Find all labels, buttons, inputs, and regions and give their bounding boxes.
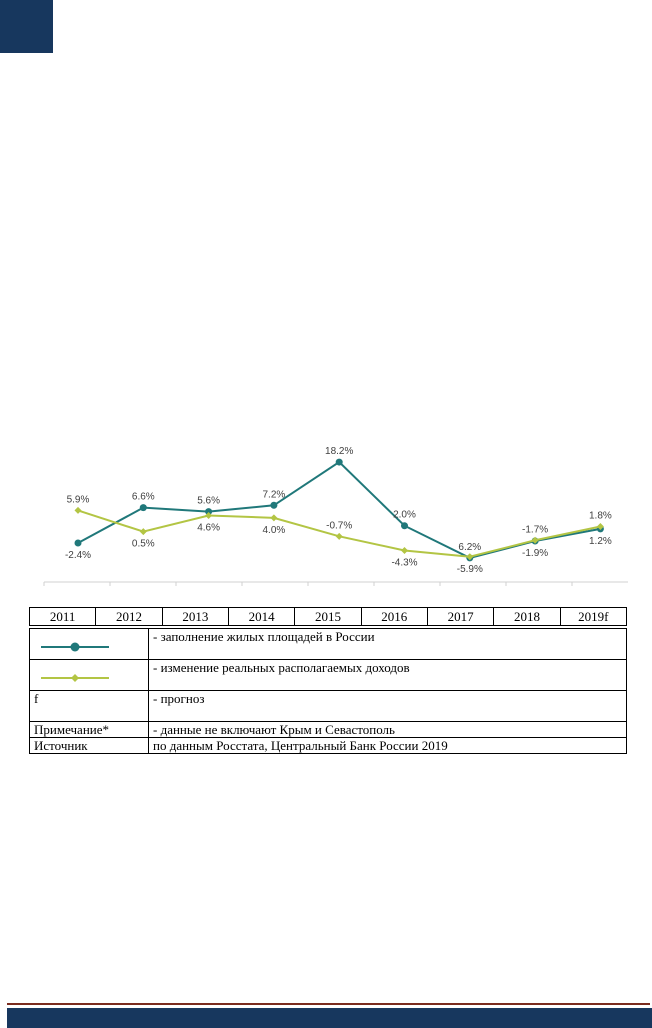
year-cell: 2011 [30, 608, 96, 626]
year-cell: 2015 [295, 608, 361, 626]
series-2-point [270, 514, 277, 521]
legend-table [29, 628, 627, 754]
series-1-data-label: 2.0% [393, 509, 416, 521]
legend-text: - прогноз [149, 691, 627, 722]
series-2-point [401, 547, 408, 554]
series-1-data-label: 18.2% [325, 446, 354, 458]
year-cell: 2013 [162, 608, 228, 626]
year-cell: 2017 [427, 608, 493, 626]
year-cell: 2016 [361, 608, 427, 626]
footer-bar [7, 1008, 652, 1028]
series-2-data-label: 0.5% [131, 538, 155, 550]
series-1-data-label: -1.9% [522, 548, 549, 560]
series-1-point [401, 522, 408, 529]
legend-text: - изменение реальных располагаемых доходов [149, 660, 627, 691]
legend-row-forecast [30, 691, 627, 722]
year-cell: 2019f [560, 608, 626, 626]
series-2-data-label: -5.9% [456, 563, 483, 575]
legend-swatch-cell [30, 629, 149, 660]
footer-rule [7, 1003, 650, 1005]
series-1-point [270, 502, 277, 509]
series-2-point [75, 507, 82, 514]
series-2-data-label: 1.8% [589, 510, 612, 522]
series-2-swatch [34, 660, 134, 688]
legend-row-note [30, 722, 627, 738]
series-2-point [140, 528, 147, 535]
series-1-swatch [34, 629, 134, 657]
legend-key: Примечание* [30, 722, 149, 738]
legend-key: Источник [30, 738, 149, 754]
series-1-data-label: 7.2% [262, 489, 286, 501]
series-1-point [336, 459, 343, 466]
year-cell: 2012 [96, 608, 162, 626]
legend-row-series-2 [30, 660, 627, 691]
series-2-data-label: 5.9% [66, 494, 90, 506]
series-1-point [75, 540, 82, 547]
series-2-data-label: -1.7% [522, 524, 549, 536]
legend-row-source [30, 738, 627, 754]
line-chart [0, 430, 652, 590]
series-2-data-label: -0.7% [326, 520, 353, 532]
series-2-data-label: 4.6% [197, 522, 220, 534]
series-1-point [140, 504, 147, 511]
year-row [30, 608, 627, 626]
series-2-data-label: 4.0% [262, 524, 286, 536]
header-corner-block [0, 0, 53, 53]
year-cell: 2018 [494, 608, 560, 626]
legend-text: - данные не включают Крым и Севастополь [149, 722, 627, 738]
year-cell: 2014 [228, 608, 294, 626]
series-1-data-label: 5.6% [197, 495, 220, 507]
legend-row-series-1 [30, 629, 627, 660]
year-table [29, 607, 627, 626]
series-1-data-label: 1.2% [589, 535, 612, 547]
legend-text: - заполнение жилых площадей в России [149, 629, 627, 660]
series-1-data-label: 6.2% [458, 541, 482, 553]
legend-text: по данным Росстата, Центральный Банк России 2019 [149, 738, 627, 754]
series-2-data-label: -4.3% [391, 557, 418, 569]
series-2-point [336, 533, 343, 540]
legend-key: f [30, 691, 149, 722]
series-1-data-label: -2.4% [64, 550, 92, 561]
legend-swatch-cell [30, 660, 149, 691]
series-1-data-label: 6.6% [131, 491, 155, 503]
